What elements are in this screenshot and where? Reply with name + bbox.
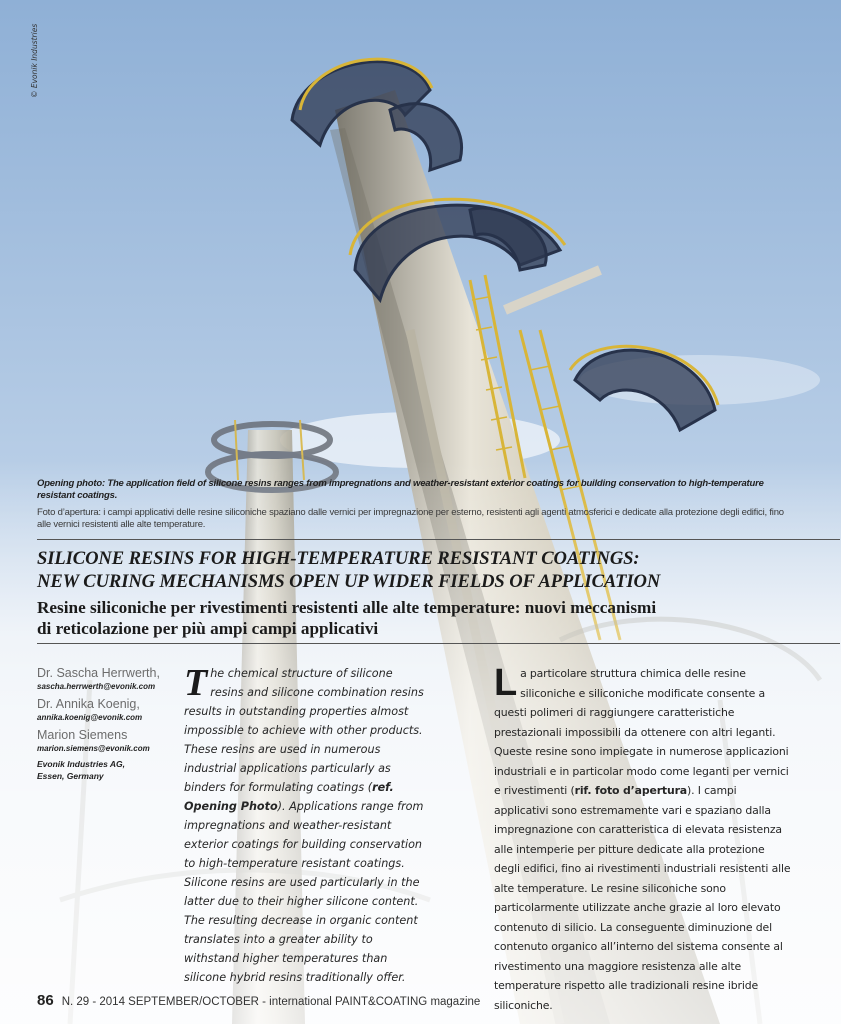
author-name: Dr. Sascha Herrwerth, <box>37 666 160 680</box>
photo-credit <box>30 18 44 98</box>
title-en-line1: SILICONE RESINS FOR HIGH-TEMPERATURE RESISTANT COATINGS: <box>37 548 640 569</box>
affiliation-line1: Evonik Industries AG, <box>37 759 126 769</box>
photo-caption-it: Foto d’apertura: i campi applicativi delle resine siliconiche spaziano dalle vernici per impregnazione per esterno, resistenti agli agenti atmosferici e dedicate alla protezione degli edifici, fino alle vernici resistenti alle alte temperature. <box>37 507 784 530</box>
body-it-text-2: ). I campi applicativi sono estremamente vari e spaziano dalla impregnazione con caratteristica di elevata resistenza alle intemperie per pitture dedicate alla protezione degli edifici, fino ai rivestimenti industriali resistenti alle alte temperature. Le resine siliconiche sono particolarmente utilizzate anche grazie al loro elevato contenuto di silicio. La conseguente diminuzione del contenuto organico all’interno del sistema consente al rivestimento una maggiore resistenza alle alte temperature rispetto alle tradizionali resine ibride siliconiche. <box>494 784 791 1012</box>
drop-cap: T <box>184 662 208 704</box>
author-name: Marion Siemens <box>37 728 128 742</box>
footer-text: N. 29 - 2014 SEPTEMBER/OCTOBER - international PAINT&COATING magazine <box>61 996 481 1008</box>
author-block <box>37 665 177 782</box>
affiliation-line2: Essen, Germany <box>37 771 104 781</box>
article-title-it <box>37 597 837 639</box>
photo-credit-text: © Evonik Industries <box>30 23 39 98</box>
photo-caption-en: Opening photo: The application field of silicone resins ranges from impregnations and weather-resistant exterior coatings for building conservation to high-temperature resistant coatings. <box>37 478 764 501</box>
title-it-line1: Resine siliconiche per rivestimenti resistenti alle alte temperature: nuovi meccanismi <box>37 598 657 617</box>
title-top-rule <box>37 539 840 540</box>
body-en-reference: ref. Opening Photo <box>184 781 394 813</box>
body-it-reference: rif. foto d’apertura <box>574 784 687 797</box>
author-email: annika.koenig@evonik.com <box>37 713 143 722</box>
author-name: Dr. Annika Koenig, <box>37 697 140 711</box>
title-en-line2: NEW CURING MECHANISMS OPEN UP WIDER FIELDS OF APPLICATION <box>37 571 661 592</box>
body-column-en <box>184 664 429 987</box>
body-en-text-2: ). Applications range from impregnations and weather-resistant exterior coatings for building conservation to high-temperature resistant coatings. Silicone resins are used particularly in the latter due to their higher silicone content. The resulting decrease in organic content translates into a greater ability to withstand higher temperatures than silicone hybrid resins traditionally offer. <box>184 800 424 984</box>
page-number: 86 <box>37 992 54 1009</box>
author-email: sascha.herrwerth@evonik.com <box>37 682 156 691</box>
title-bottom-rule <box>37 643 840 644</box>
title-it-line2: di reticolazione per più ampi campi applicativi <box>37 619 379 638</box>
page-footer <box>37 992 480 1009</box>
body-column-it <box>494 664 792 1015</box>
body-en-text-1: he chemical structure of silicone resins and silicone combination resins results in outstanding properties almost impossible to achieve with other products. These resins are used in numerous industrial applications particularly as binders for formulating coatings ( <box>184 667 424 794</box>
drop-cap: L <box>494 662 518 704</box>
article-title-en <box>37 547 837 593</box>
body-it-text-1: a particolare struttura chimica delle resine siliconiche e siliconiche modificate consente a questi polimeri di raggiungere caratteristiche prestazionali impossibili da ottenere con altri leganti. Queste resine sono impiegate in numerose applicazioni industriali e in particolar modo come leganti per vernici e rivestimenti ( <box>494 667 789 797</box>
author-email: marion.siemens@evonik.com <box>37 744 150 753</box>
